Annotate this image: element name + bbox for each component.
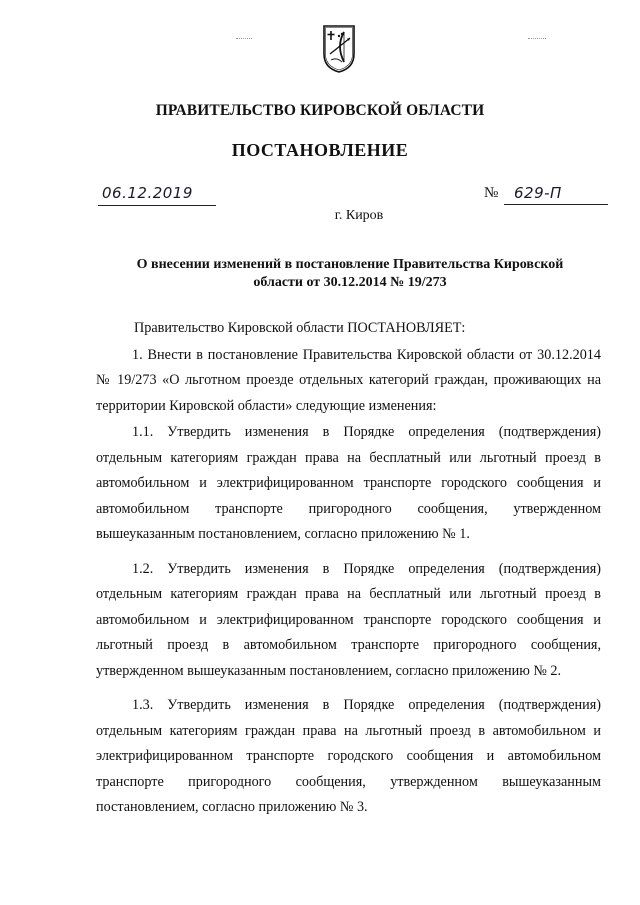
paragraph-1: 1. Внести в постановление Правительства Кировской области от 30.12.2014 № 19/273 «О льготном проезде отдельных категорий граждан, проживающих на территории Кировской области» следующие изменения: [96,346,601,414]
handwritten-number: 629-П [514,184,562,202]
scan-mark [236,38,252,40]
date-field [98,183,216,206]
handwritten-date: 06.12.2019 [102,184,193,202]
number-field [484,183,610,205]
city: г. Киров [334,208,384,223]
scan-mark [528,38,546,40]
number-sign: № [484,185,499,201]
paragraph-1-1: 1.1. Утвердить изменения в Порядке определения (подтверждения) отдельным категориям граждан права на бесплатный или льготный проезд в автомобильном и электрифицированном транспорте городского сообщения и автомобильном транспорте пригородного сообщения, утвержденном вышеуказанным постановлением, согласно приложению № 1. [96,424,601,542]
government-title: ПРАВИТЕЛЬСТВО КИРОВСКОЙ ОБЛАСТИ [155,102,485,119]
kirov-coat-of-arms-icon [322,24,356,74]
document-type: ПОСТАНОВЛЕНИЕ [231,140,409,160]
subject-line: О внесении изменений в постановление Правительства Кировской [136,257,564,272]
paragraph-1-2: 1.2. Утвердить изменения в Порядке определения (подтверждения) отдельным категориям граждан права на бесплатный или льготный проезд в автомобильном и электрифицированном транспорте городского сообщения и льготный проезд в автомобильном транспорте пригородного сообщения, утвержденном вышеуказанным постановлением, согласно приложению № 2. [96,560,601,679]
paragraph-1-3: 1.3. Утвердить изменения в Порядке определения (подтверждения) отдельным категориям граждан права на льготный проезд в автомобильном и электрифицированном транспорте городского сообщения и автомобильном транспорте пригородного сообщения, утвержденном вышеуказанным постановлением, согласно приложению № 3. [96,697,601,815]
document-subject [110,256,590,292]
document-body [96,316,601,821]
number-line [504,183,608,205]
subject-line: области от 30.12.2014 № 19/273 [253,275,447,290]
intro-paragraph: Правительство Кировской области ПОСТАНОВЛЯЕТ: [134,320,466,336]
